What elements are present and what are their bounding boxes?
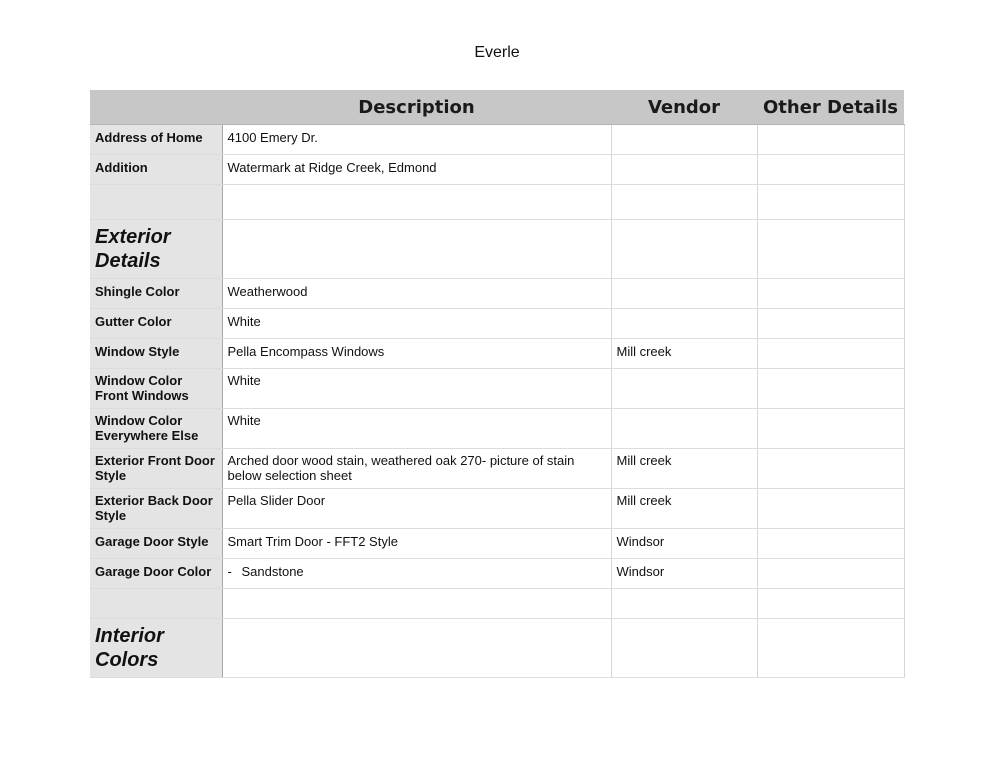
row-description: White bbox=[222, 309, 611, 339]
table-header-row bbox=[90, 90, 904, 125]
row-other-details bbox=[757, 409, 904, 449]
row-other-details bbox=[757, 125, 904, 155]
row-label: Garage Door Color bbox=[90, 559, 222, 589]
section-heading-exterior-details: Exterior Details bbox=[90, 220, 222, 279]
row-other-details bbox=[757, 220, 904, 279]
row-vendor bbox=[611, 619, 757, 678]
table-row bbox=[90, 559, 904, 589]
row-label bbox=[90, 185, 222, 220]
row-other-details bbox=[757, 279, 904, 309]
row-label: Address of Home bbox=[90, 125, 222, 155]
row-description: Smart Trim Door - FFT2 Style bbox=[222, 529, 611, 559]
header-vendor: Vendor bbox=[611, 90, 757, 125]
selections-table bbox=[90, 90, 905, 678]
row-vendor bbox=[611, 155, 757, 185]
row-other-details bbox=[757, 309, 904, 339]
row-description: Weatherwood bbox=[222, 279, 611, 309]
row-vendor bbox=[611, 279, 757, 309]
table-row bbox=[90, 449, 904, 489]
row-vendor bbox=[611, 125, 757, 155]
table-row bbox=[90, 279, 904, 309]
row-description: White bbox=[222, 409, 611, 449]
row-vendor: Mill creek bbox=[611, 489, 757, 529]
row-vendor bbox=[611, 369, 757, 409]
row-vendor bbox=[611, 185, 757, 220]
header-other-details: Other Details bbox=[757, 90, 904, 125]
header-description: Description bbox=[222, 90, 611, 125]
table-row bbox=[90, 309, 904, 339]
table-row bbox=[90, 369, 904, 409]
row-vendor bbox=[611, 409, 757, 449]
table-row bbox=[90, 529, 904, 559]
row-label: Exterior Back Door Style bbox=[90, 489, 222, 529]
table-row bbox=[90, 125, 904, 155]
document-title: Everle bbox=[474, 44, 520, 61]
row-other-details bbox=[757, 185, 904, 220]
row-label: Addition bbox=[90, 155, 222, 185]
section-heading-interior-colors: Interior Colors bbox=[90, 619, 222, 678]
row-description: 4100 Emery Dr. bbox=[222, 125, 611, 155]
row-other-details bbox=[757, 559, 904, 589]
row-other-details bbox=[757, 589, 904, 619]
row-vendor bbox=[611, 220, 757, 279]
row-label bbox=[90, 589, 222, 619]
table-row bbox=[90, 489, 904, 529]
row-description bbox=[222, 589, 611, 619]
row-other-details bbox=[757, 489, 904, 529]
row-other-details bbox=[757, 449, 904, 489]
row-description bbox=[222, 185, 611, 220]
section-row-interior bbox=[90, 619, 904, 678]
row-description bbox=[222, 559, 611, 589]
row-description: White bbox=[222, 369, 611, 409]
row-description-text: Sandstone bbox=[241, 564, 304, 579]
table-row bbox=[90, 339, 904, 369]
row-label: Window Color Everywhere Else bbox=[90, 409, 222, 449]
bullet-dash: - bbox=[227, 564, 232, 579]
row-description: Watermark at Ridge Creek, Edmond bbox=[222, 155, 611, 185]
table-row bbox=[90, 409, 904, 449]
section-row-exterior bbox=[90, 220, 904, 279]
row-description: Pella Encompass Windows bbox=[222, 339, 611, 369]
table-row bbox=[90, 589, 904, 619]
row-vendor: Windsor bbox=[611, 559, 757, 589]
row-label: Exterior Front Door Style bbox=[90, 449, 222, 489]
row-label: Window Color Front Windows bbox=[90, 369, 222, 409]
row-description: Pella Slider Door bbox=[222, 489, 611, 529]
row-label: Shingle Color bbox=[90, 279, 222, 309]
row-other-details bbox=[757, 619, 904, 678]
row-description: Arched door wood stain, weathered oak 270- picture of stain below selection sheet bbox=[222, 449, 611, 489]
row-vendor: Windsor bbox=[611, 529, 757, 559]
row-description bbox=[222, 220, 611, 279]
row-other-details bbox=[757, 529, 904, 559]
row-vendor: Mill creek bbox=[611, 449, 757, 489]
row-vendor bbox=[611, 589, 757, 619]
header-label-column bbox=[90, 90, 222, 125]
row-description bbox=[222, 619, 611, 678]
row-label: Garage Door Style bbox=[90, 529, 222, 559]
row-label: Gutter Color bbox=[90, 309, 222, 339]
row-vendor bbox=[611, 309, 757, 339]
row-other-details bbox=[757, 369, 904, 409]
row-other-details bbox=[757, 339, 904, 369]
table-row bbox=[90, 155, 904, 185]
table-row bbox=[90, 185, 904, 220]
row-vendor: Mill creek bbox=[611, 339, 757, 369]
row-other-details bbox=[757, 155, 904, 185]
row-label: Window Style bbox=[90, 339, 222, 369]
